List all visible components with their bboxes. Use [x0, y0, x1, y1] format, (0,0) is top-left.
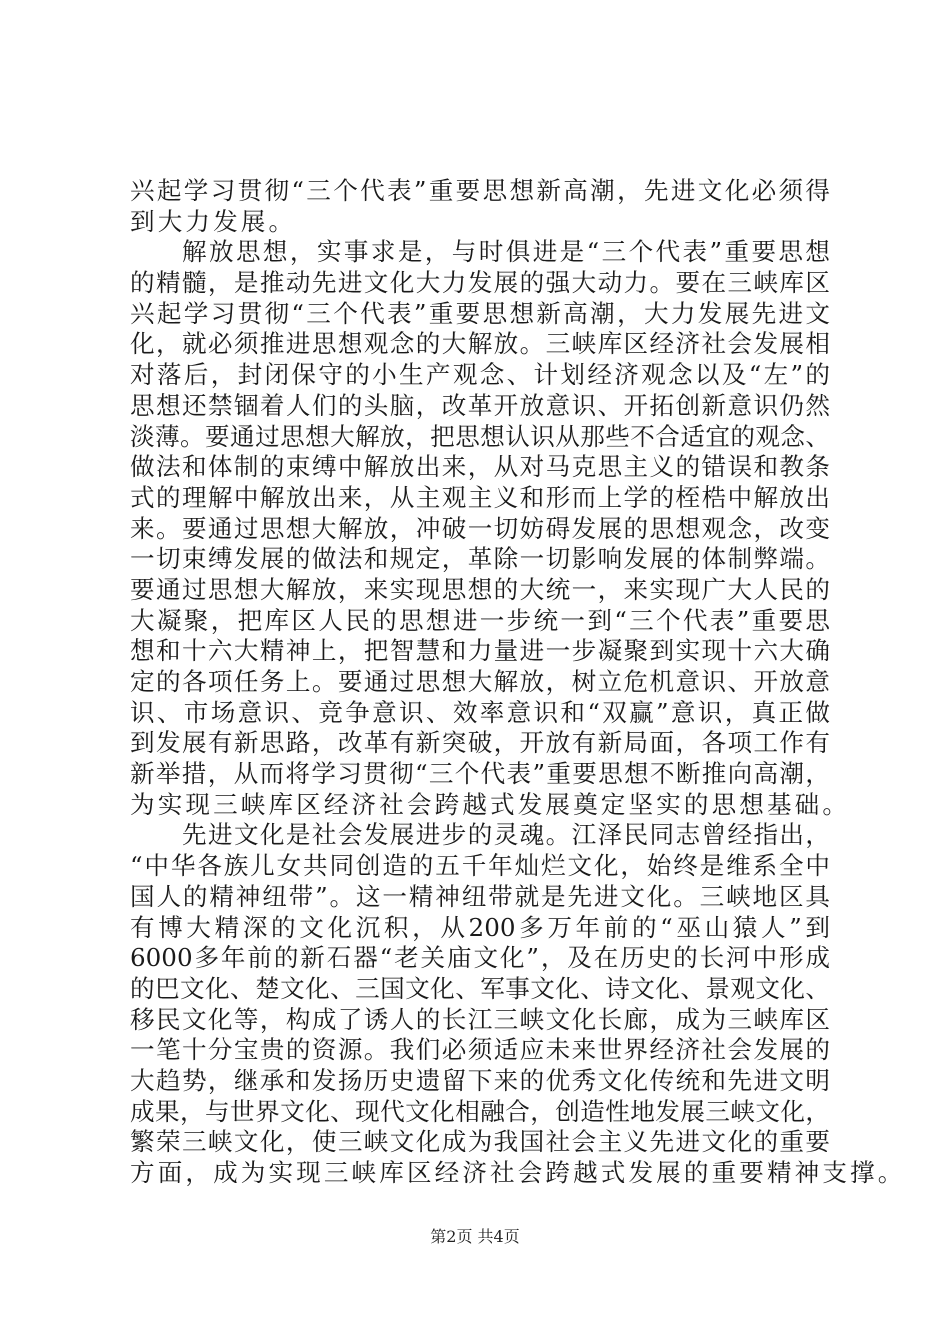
- text-line: 一笔十分宝贵的资源。我们必须适应未来世界经济社会发展的: [130, 1035, 830, 1065]
- text-line: 定的各项任务上。要通过思想大解放，树立危机意识、开放意: [130, 667, 830, 696]
- paragraph: [130, 176, 830, 237]
- text-line: 一切束缚发展的做法和规定，革除一切影响发展的体制弊端。: [130, 544, 830, 574]
- text-line: 大趋势，继承和发扬历史遗留下来的优秀文化传统和先进文明: [130, 1065, 830, 1095]
- text-line: 成果，与世界文化、现代文化相融合，创造性地发展三峡文化，: [130, 1096, 830, 1126]
- text-line: 化，就必须推进思想观念的大解放。三峡库区经济社会发展相: [130, 329, 830, 359]
- text-line: 式的理解中解放出来，从主观主义和形而上学的桎梏中解放出: [130, 482, 830, 512]
- text-line: 对落后，封闭保守的小生产观念、计划经济观念以及“左”的: [130, 360, 830, 390]
- paragraph: [130, 820, 906, 1188]
- text-line: 到发展有新思路，改革有新突破，开放有新局面，各项工作有: [130, 728, 830, 758]
- text-line: 淡薄。要通过思想大解放，把思想认识从那些不合适宜的观念、: [130, 421, 830, 451]
- paragraph: [130, 237, 851, 820]
- text-line: 的精髓，是推动先进文化大力发展的强大动力。要在三峡库区: [130, 268, 830, 298]
- text-line: 有博大精深的文化沉积，从200多万年前的“巫山猿人”到: [130, 912, 830, 942]
- text-line: 大凝聚，把库区人民的思想进一步统一到“三个代表”重要思: [130, 605, 830, 635]
- text-line: 解放思想，实事求是，与时俱进是“三个代表”重要思想: [182, 237, 830, 267]
- text-line: 国人的精神纽带”。这一精神纽带就是先进文化。三峡地区具: [130, 881, 830, 911]
- text-line: 到大力发展。: [130, 206, 297, 236]
- text-line: 为实现三峡库区经济社会跨越式发展奠定坚实的思想基础。: [130, 789, 851, 819]
- text-line: 识、市场意识、竞争意识、效率意识和“双赢”意识，真正做: [130, 697, 830, 727]
- text-line: 兴起学习贯彻“三个代表”重要思想新高潮，先进文化必须得: [130, 176, 830, 205]
- text-line: 来。要通过思想大解放，冲破一切妨碍发展的思想观念，改变: [130, 513, 830, 543]
- text-line: 思想还禁锢着人们的头脑，改革开放意识、开拓创新意识仍然: [130, 390, 830, 420]
- page-footer: 第2页 共4页: [430, 1227, 520, 1246]
- text-line: 的巴文化、楚文化、三国文化、军事文化、诗文化、景观文化、: [130, 973, 830, 1003]
- text-line: 繁荣三峡文化，使三峡文化成为我国社会主义先进文化的重要: [130, 1127, 830, 1157]
- body-text: [130, 176, 906, 1189]
- text-line: 兴起学习贯彻“三个代表”重要思想新高潮，大力发展先进文: [130, 298, 830, 328]
- text-line: 要通过思想大解放，来实现思想的大统一，来实现广大人民的: [130, 574, 830, 604]
- text-line: 移民文化等，构成了诱人的长江三峡文化长廊，成为三峡库区: [130, 1004, 830, 1034]
- text-line: 6000多年前的新石器“老关庙文化”，及在历史的长河中形成: [130, 943, 830, 973]
- text-line: 方面，成为实现三峡库区经济社会跨越式发展的重要精神支撑。: [130, 1158, 906, 1187]
- text-line: 新举措，从而将学习贯彻“三个代表”重要思想不断推向高潮，: [130, 759, 830, 789]
- text-line: “中华各族儿女共同创造的五千年灿烂文化，始终是维系全中: [130, 851, 830, 881]
- text-line: 做法和体制的束缚中解放出来，从对马克思主义的错误和教条: [130, 452, 830, 482]
- text-line: 先进文化是社会发展进步的灵魂。江泽民同志曾经指出，: [182, 820, 830, 850]
- text-line: 想和十六大精神上，把智慧和力量进一步凝聚到实现十六大确: [130, 636, 830, 666]
